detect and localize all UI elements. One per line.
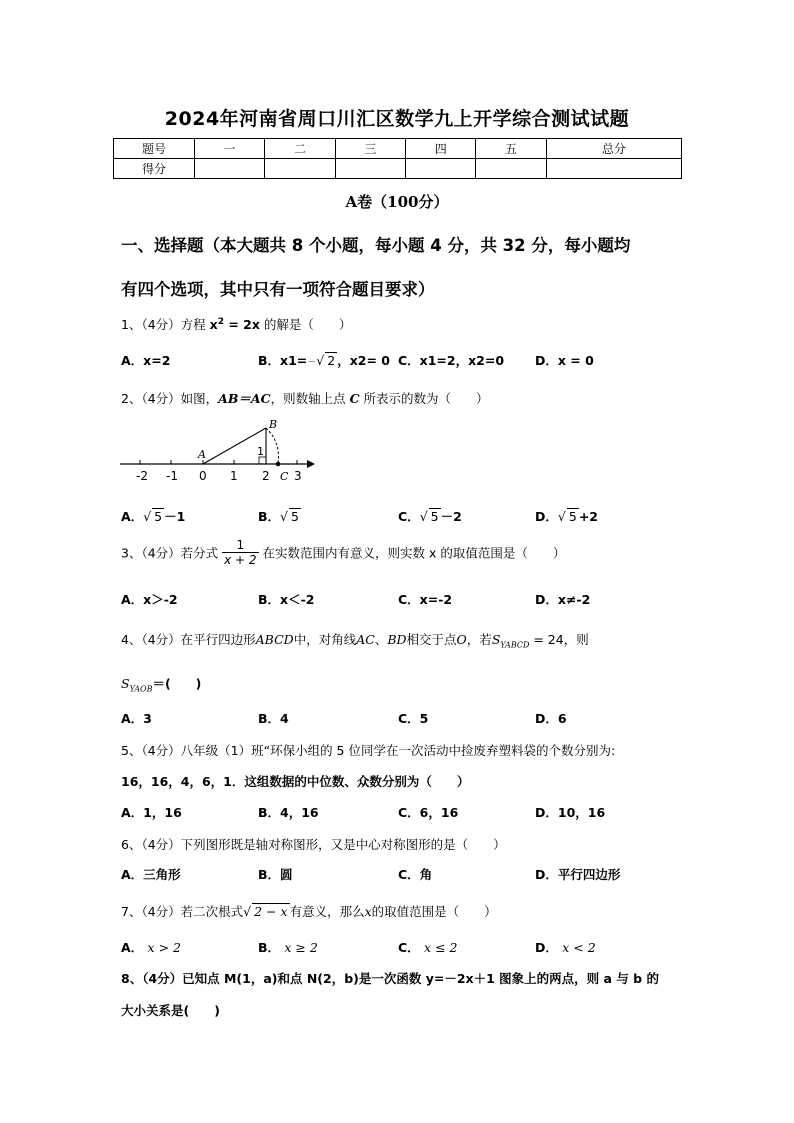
q3-option-c[interactable]: C．x=-2 (398, 592, 453, 607)
q6-option-d[interactable]: D．平行四边形 (535, 867, 621, 882)
question-5-stem-line2: 16，16，4，6，1．这组数据的中位数、众数分别为（ ） (121, 774, 470, 789)
q3-option-b[interactable]: B．x＜-2 (258, 592, 315, 607)
q2-number-line-figure (118, 414, 328, 488)
score-table-score-row (114, 159, 682, 179)
point-b-label: B (269, 418, 278, 431)
q6-option-b[interactable]: B．圆 (258, 867, 293, 882)
q4-option-b[interactable]: B．4 (258, 711, 289, 726)
axis-tick-label: 2 (262, 469, 270, 483)
score-cell (476, 159, 546, 179)
score-header-cell: 三 (335, 139, 405, 159)
q5-option-a[interactable]: A．1，16 (121, 805, 182, 820)
q5-option-d[interactable]: D．10，16 (535, 805, 606, 820)
point-c-label: C (280, 470, 289, 483)
q1-equation: $x^2 = 2x$ (209, 316, 260, 332)
q1-option-c[interactable]: C．x1=2，x2=0 (398, 353, 505, 368)
q5-option-b[interactable]: B．4，16 (258, 805, 319, 820)
exam-title: 2024年河南省周口川汇区数学九上开学综合测试试题 (164, 108, 630, 130)
q3-option-d[interactable]: D．x≠-2 (535, 592, 591, 607)
q1-option-b[interactable]: B．x1=－√ 2 ，x2= 0 (258, 353, 390, 368)
axis-tick-label: -1 (166, 469, 178, 483)
q6-option-c[interactable]: C．角 (398, 867, 433, 882)
q3-fraction: $\frac{1}{x + 2}$ (224, 538, 257, 567)
axis-tick-label: 0 (199, 469, 207, 483)
q2-option-d[interactable]: D．√ 5 +2 (535, 509, 598, 524)
q7-option-c[interactable]: C． x ≤ 2 (398, 940, 458, 955)
part1-heading-line1: 一、选择题（本大题共 8 个小题，每小题 4 分，共 32 分，每小题均 (121, 236, 631, 255)
score-cell (406, 159, 476, 179)
question-4-stem: 4、（4分）在平行四边形ABCD中，对角线AC、BD相交于点O，若$S_{YABCD} = 24$，则 (121, 632, 589, 650)
score-header-cell: 四 (406, 139, 476, 159)
question-8-stem-line1: 8、（4分）已知点 M(1，a)和点 N(2，b)是一次函数 y=－2x＋1 图象上的两点，则 a 与 b 的 (121, 971, 659, 986)
question-6-stem: 6、（4分）下列图形既是轴对称图形，又是中心对称图形的是（ ） (121, 837, 506, 852)
q1-option-a[interactable]: A．x=2 (121, 353, 171, 368)
question-1-stem: 1、（4分）方程 $x^2 = 2x$ 的解是（ ） (121, 316, 352, 332)
score-cell (546, 159, 681, 179)
score-cell (195, 159, 265, 179)
q2-option-a[interactable]: A．√ 5 －1 (121, 509, 186, 524)
score-header-cell: 题号 (114, 139, 195, 159)
part1-heading-line2: 有四个选项，其中只有一项符合题目要求） (121, 280, 435, 299)
score-header-cell: 五 (476, 139, 546, 159)
q4-option-d[interactable]: D．6 (535, 711, 567, 726)
q7-option-b[interactable]: B． x ≥ 2 (258, 940, 318, 955)
point-a-label: A (198, 448, 206, 461)
question-2-stem: 2、（4分）如图，AB＝AC，则数轴上点 C 所表示的数为（ ） (121, 391, 489, 406)
q2-option-c[interactable]: C．√ 5 －2 (398, 509, 462, 524)
question-3-stem: 3、（4分）若分式 $\frac{1}{x + 2}$ 在实数范围内有意义，则实数 x 的取值范围是（ ） (121, 538, 566, 567)
section-heading: A卷（100分） (345, 193, 449, 211)
q7-option-a[interactable]: A． x > 2 (121, 940, 181, 955)
q6-option-a[interactable]: A．三角形 (121, 867, 181, 882)
score-cell (335, 159, 405, 179)
question-7-stem: 7、（4分）若二次根式√ 2 − x 有意义，那么x的取值范围是（ ） (121, 904, 497, 919)
q4-option-a[interactable]: A．3 (121, 711, 152, 726)
score-table (113, 138, 682, 179)
score-header-cell: 总分 (546, 139, 681, 159)
axis-tick-label: 1 (230, 469, 238, 483)
q2-option-b[interactable]: B．√ 5 (258, 509, 299, 524)
q5-option-c[interactable]: C．6，16 (398, 805, 459, 820)
axis-tick-label: 3 (294, 469, 302, 483)
axis-tick-label: -2 (136, 469, 148, 483)
score-row-label: 得分 (114, 159, 195, 179)
score-header-cell: 二 (265, 139, 335, 159)
q7-option-d[interactable]: D． x < 2 (535, 940, 596, 955)
score-header-cell: 一 (195, 139, 265, 159)
question-8-stem-line2: 大小关系是( ) (121, 1003, 220, 1018)
q4-option-c[interactable]: C．5 (398, 711, 429, 726)
question-5-stem-line1: 5、（4分）八年级（1）班“环保小组的 5 位同学在一次活动中捡废弃塑料袋的个数分别为: (121, 743, 616, 758)
side-length-label: 1 (257, 445, 264, 458)
q1-option-d[interactable]: D．x = 0 (535, 353, 594, 368)
q3-option-a[interactable]: A．x＞-2 (121, 592, 178, 607)
score-table-header-row (114, 139, 682, 159)
question-4-stem-line2: $S_{YAOB}=$( ) (121, 676, 202, 694)
score-cell (265, 159, 335, 179)
